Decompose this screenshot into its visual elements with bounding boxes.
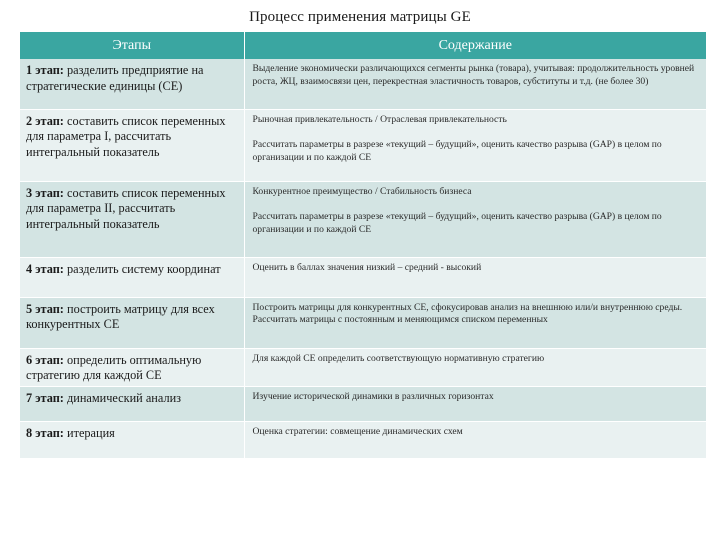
content-text: Рассчитать параметры в разрезе «текущий – будущий», оценить качество разрыва (GAP) в целом по организации и по каждой СЕ [252,211,662,235]
header-content: Содержание [244,32,706,59]
table-row [20,348,706,386]
content-cell [244,181,706,257]
stage-text: разделить систему координат [66,261,221,276]
content-text: Изучение исторической динамики в различных горизонтах [252,390,494,402]
content-text: Построить матрицы для конкурентных СЕ, сфокусировав анализ на внешнюю или/и внутреннюю среды. Рассчитать матрицы с постоянным и меняющимся списком переменных [252,301,683,326]
stage-text: построить матрицу для всех конкурентных СЕ [26,301,215,331]
stage-cell [20,348,244,386]
stage-text: составить список переменных для параметра I, рассчитать интегральный показатель [26,113,226,159]
content-cell [244,109,706,181]
content-cell [244,421,706,458]
stage-label: 4 этап: [26,261,64,276]
stage-text: итерация [66,425,115,440]
content-text: Оценка стратегии: совмещение динамических схем [252,425,463,437]
stage-cell [20,421,244,458]
stage-cell [20,59,244,109]
content-cell [244,348,706,386]
ge-matrix-process-table [20,32,706,459]
content-text: Выделение экономически различающихся сегменты рынка (товара), учитывая: продолжительность уровней роста, ЖЦ, взаимосвязи цен, перекрестная эластичность товаров, субституты и т.д. (не более 30) [252,63,695,87]
table-row [20,386,706,421]
content-cell [244,297,706,348]
stage-label: 1 этап: [26,63,64,77]
stage-label: 8 этап: [26,425,64,440]
stage-text: разделить предприятие на стратегические единицы (СЕ) [26,63,204,93]
stage-text: динамический анализ [66,390,182,405]
content-text: Для каждой СЕ определить соответствующую нормативную стратегию [252,352,545,364]
table-row [20,181,706,257]
stage-label: 5 этап: [26,301,64,316]
stage-cell [20,386,244,421]
table-row [20,297,706,348]
content-cell [244,59,706,109]
table-row [20,59,706,109]
stage-text: определить оптимальную стратегию для каждой СЕ [26,352,202,382]
content-text: Оценить в баллах значения низкий – средний - высокий [252,261,482,273]
table-header-row [20,32,706,59]
content-cell [244,257,706,297]
table-row [20,421,706,458]
stage-label: 7 этап: [26,390,64,405]
stage-cell [20,257,244,297]
table-row [20,257,706,297]
content-text: Конкурентное преимущество / Стабильность бизнеса [252,185,472,197]
table-row [20,109,706,181]
header-stages: Этапы [20,32,244,59]
page-title: Процесс применения матрицы GE [249,9,471,25]
stage-label: 3 этап: [26,185,64,200]
stage-cell [20,109,244,181]
stage-label: 2 этап: [26,113,64,128]
stage-text: составить список переменных для параметра II, рассчитать интегральный показатель [26,185,226,231]
stage-cell [20,181,244,257]
content-text: Рыночная привлекательность / Отраслевая привлекательность [252,113,507,125]
content-text: Рассчитать параметры в разрезе «текущий – будущий», оценить качество разрыва (GAP) в целом по организации и по каждой СЕ [252,139,662,163]
stage-label: 6 этап: [26,352,64,367]
stage-cell [20,297,244,348]
content-cell [244,386,706,421]
